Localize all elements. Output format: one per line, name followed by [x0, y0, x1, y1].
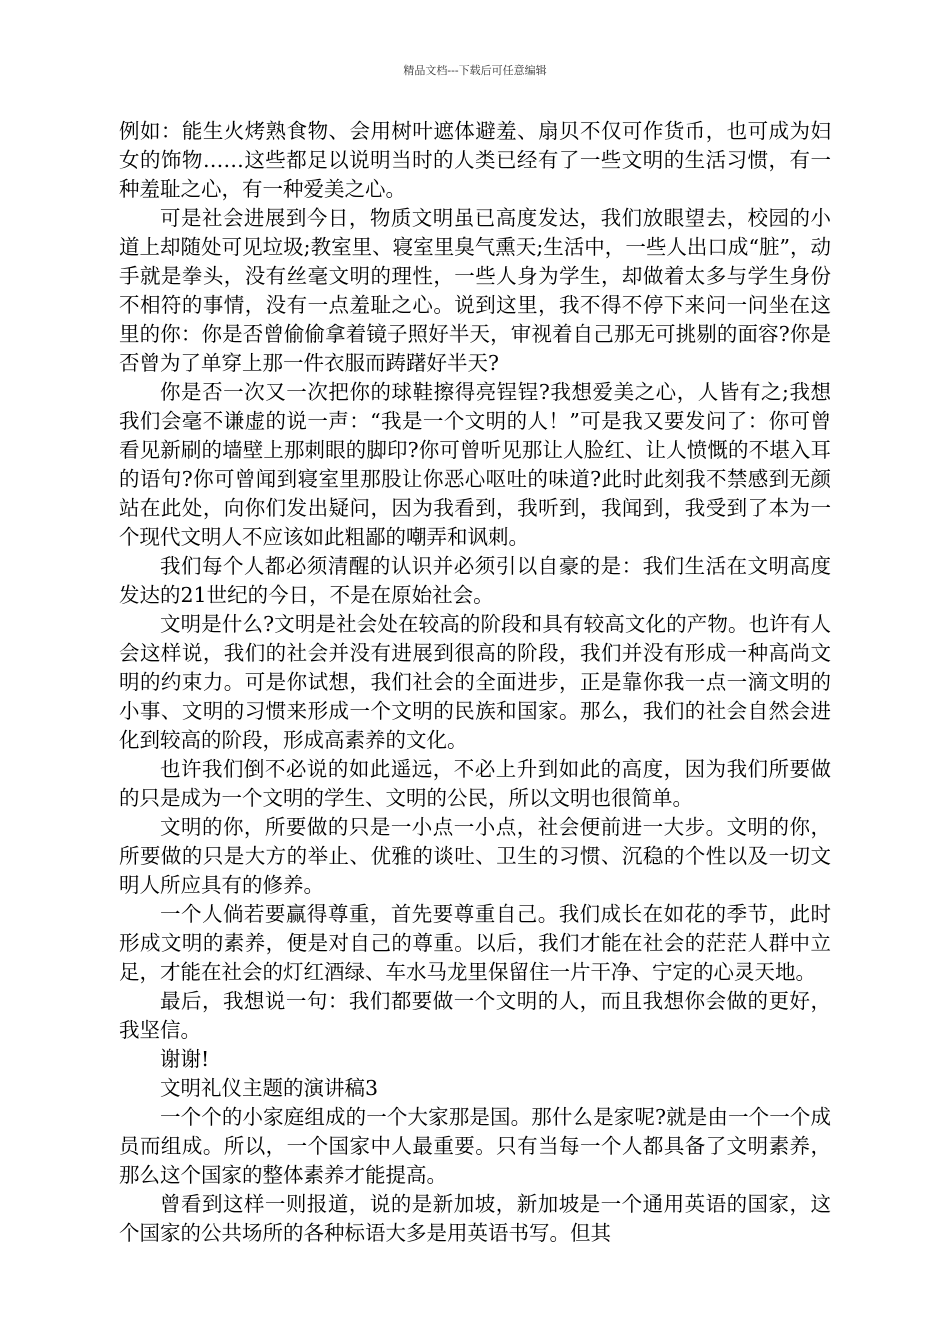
paragraph: 曾看到这样一则报道，说的是新加坡，新加坡是一个通用英语的国家，这个国家的公共场所的各种标语大多是用英语书写。但其 — [119, 1192, 831, 1245]
paragraph: 一个人倘若要赢得尊重，首先要尊重自己。我们成长在如花的季节，此时形成文明的素养，便是对自己的尊重。以后，我们才能在社会的茫茫人群中立足，才能在社会的灯红酒绿、车水马龙里保留住一片干净、宁定的心灵天地。 — [119, 902, 831, 984]
closing-thanks: 谢谢! — [160, 1047, 210, 1071]
paragraph: 一个个的小家庭组成的一个大家那是国。那什么是家呢?就是由一个一个成员而组成。所以，一个国家中人最重要。只有当每一个人都具备了文明素养，那么这个国家的整体素养才能提高。 — [119, 1105, 831, 1187]
paragraph: 我们每个人都必须清醒的认识并必须引以自豪的是：我们生活在文明高度发达的21世纪的今日，不是在原始社会。 — [119, 554, 831, 607]
page-header: 精品文档---下载后可任意编辑 — [403, 64, 547, 77]
paragraph: 最后，我想说一句：我们都要做一个文明的人，而且我想你会做的更好，我坚信。 — [119, 989, 831, 1042]
paragraph: 你是否一次又一次把你的球鞋擦得亮锃锃?我想爱美之心，人皆有之;我想我们会毫不谦虚的说一声：“我是一个文明的人！”可是我又要发问了：你可曾看见新刷的墙壁上那刺眼的脚印?你可曾听见那让人脸红、让人愤慨的不堪入耳的语句?你可曾闻到寝室里那股让你恶心呕吐的味道?此时此刻我不禁感到无颜站在此处，向你们发出疑问，因为我看到，我听到，我闻到，我受到了本为一个现代文明人不应该如此粗鄙的嘲弄和讽刺。 — [119, 380, 831, 549]
paragraph: 文明的你，所要做的只是一小点一小点，社会便前进一大步。文明的你，所要做的只是大方的举止、优雅的谈吐、卫生的习惯、沉稳的个性以及一切文明人所应具有的修养。 — [119, 815, 831, 897]
paragraph: 例如：能生火烤熟食物、会用树叶遮体避羞、扇贝不仅可作货币，也可成为妇女的饰物……这些都足以说明当时的人类已经有了一些文明的生活习惯，有一种羞耻之心，有一种爱美之心。 — [119, 119, 831, 201]
document-body — [119, 117, 831, 1248]
paragraph: 也许我们倒不必说的如此遥远，不必上升到如此的高度，因为我们所要做的只是成为一个文明的学生、文明的公民，所以文明也很简单。 — [119, 757, 831, 810]
section-title: 文明礼仪主题的演讲稿3 — [160, 1076, 379, 1100]
paragraph: 可是社会进展到今日，物质文明虽已高度发达，我们放眼望去，校园的小道上却随处可见垃圾;教室里、寝室里臭气熏天;生活中，一些人出口成“脏”，动手就是拳头，没有丝毫文明的理性，一些人身为学生，却做着太多与学生身份不相符的事情，没有一点羞耻之心。说到这里，我不得不停下来问一问坐在这里的你：你是否曾偷偷拿着镜子照好半天，审视着自己那无可挑剔的面容?你是否曾为了单穿上那一件衣服而踌躇好半天? — [119, 206, 831, 375]
paragraph: 文明是什么?文明是社会处在较高的阶段和具有较高文化的产物。也许有人会这样说，我们的社会并没有进展到很高的阶段，我们并没有形成一种高尚文明的约束力。可是你试想，我们社会的全面进步，正是靠你我一点一滴文明的小事、文明的习惯来形成一个文明的民族和国家。那么，我们的社会自然会进化到较高的阶段，形成高素养的文化。 — [119, 612, 831, 752]
